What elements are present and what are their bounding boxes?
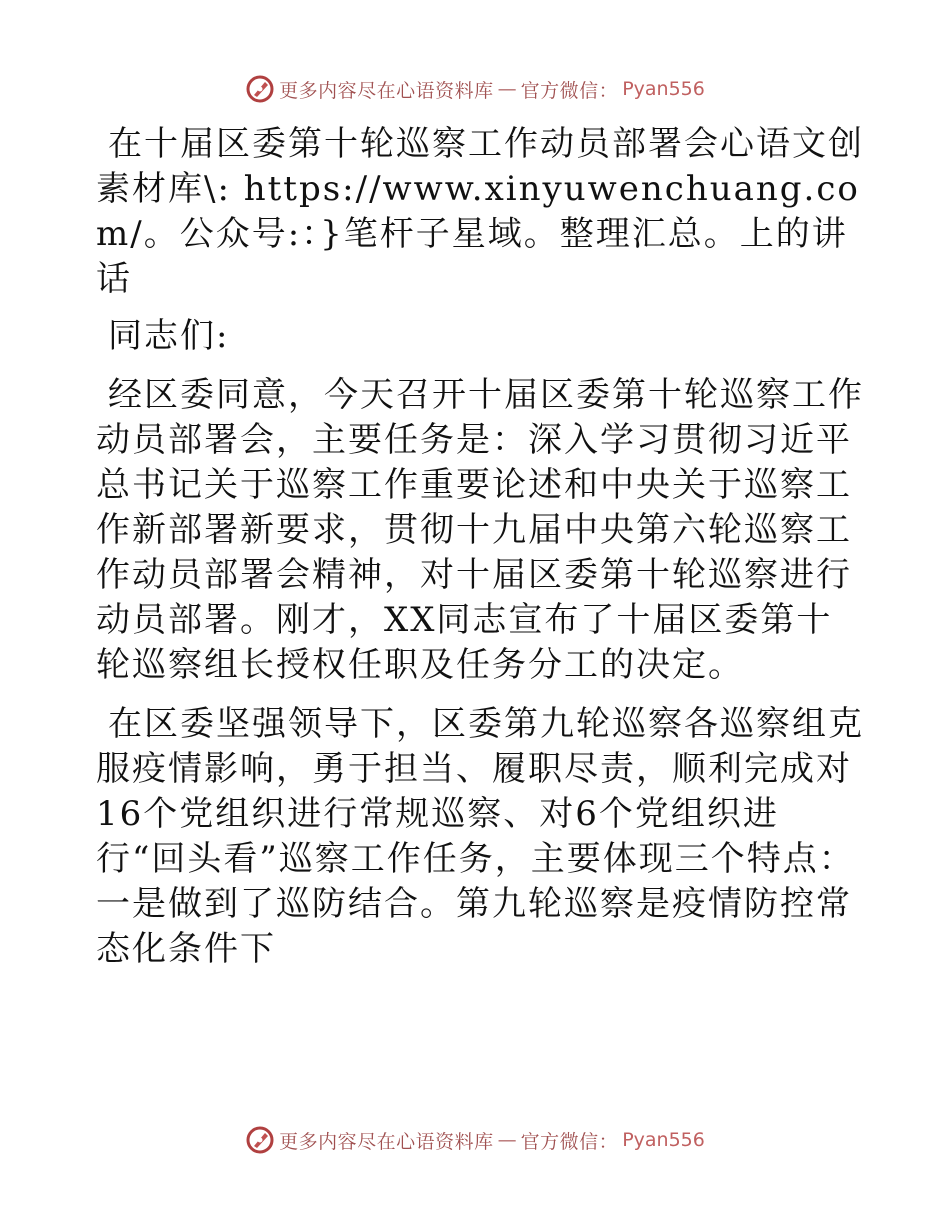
paragraph: 经区委同意，今天召开十届区委第十轮巡察工作动员部署会，主要任务是：深入学习贯彻习近平总书记关于巡察工作重要论述和中央关于巡察工作新部署新要求，贯彻十九届中央第六轮巡察工作动员部署会精神，对十届区委第十轮巡察进行动员部署。刚才，XX同志宣布了十届区委第十轮巡察组长授权任职及任务分工的决定。 (96, 375, 864, 685)
document-body (96, 122, 866, 972)
watermark-text: 更多内容尽在心语资料库 (279, 1130, 494, 1153)
watermark-separator: — (497, 1129, 517, 1151)
paragraph: 在区委坚强领导下，区委第九轮巡察各巡察组克服疫情影响，勇于担当、履职尽责，顺利完成对16个党组织进行常规巡察、对6个党组织进行“回头看”巡察工作任务，主要体现三个特点：一是做到了巡防结合。第九轮巡察是疫情防控常态化条件下 (96, 704, 864, 969)
watermark-text: 更多内容尽在心语资料库 (279, 79, 494, 102)
footer-watermark (0, 1125, 950, 1155)
watermark-account: Pyan556 (622, 1129, 705, 1151)
document-title: 在十届区委第十轮巡察工作动员部署会心语文创素材库\: https://www.xinyuwenchuang.com/。公众号:：}笔杆子星域。整理汇总。上的讲话 (96, 124, 864, 299)
pen-logo-icon (245, 1125, 275, 1155)
watermark-separator: — (497, 78, 517, 100)
watermark-label: 官方微信： (520, 1130, 619, 1153)
watermark-account: Pyan556 (622, 78, 705, 100)
pen-logo-icon (245, 74, 275, 104)
header-watermark (0, 74, 950, 104)
watermark-label: 官方微信： (520, 79, 619, 102)
greeting: 同志们: (108, 316, 230, 356)
